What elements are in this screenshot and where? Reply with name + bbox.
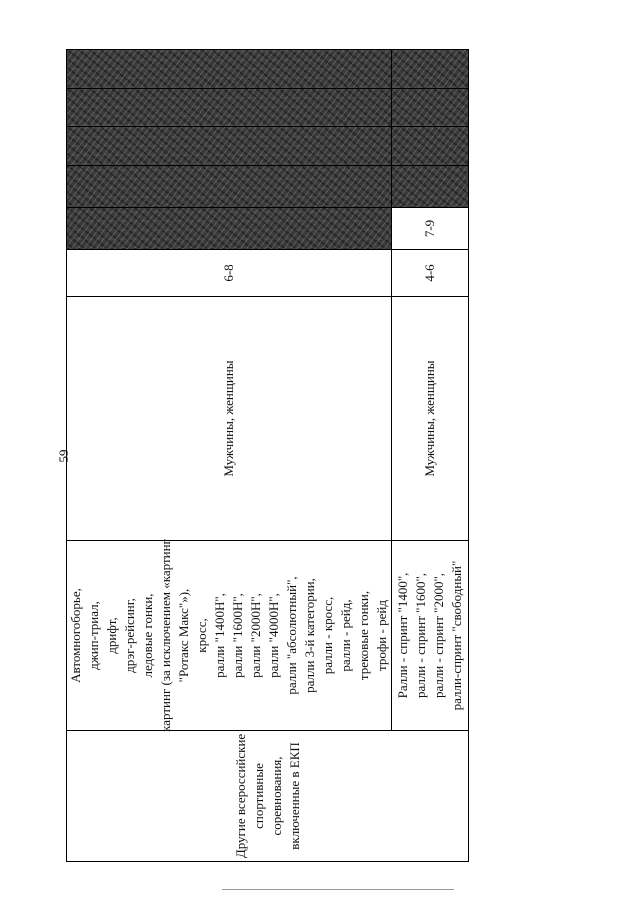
discipline-item: ралли - рейд, — [338, 599, 353, 672]
discipline-item: ралли - кросс, — [320, 596, 335, 675]
table-row — [67, 50, 392, 862]
discipline-item: ралли "абсолютный", — [284, 576, 299, 695]
redacted-cell — [67, 166, 392, 208]
discipline-item: картинг (за исключением «картинг — [158, 539, 173, 732]
discipline-item: Ралли - спринт "1400", — [395, 572, 410, 699]
discipline-item: ледовые гонки, — [140, 593, 155, 678]
discipline-item: трековые гонки, — [356, 590, 371, 681]
discipline-item: Автомногоборье, — [68, 588, 83, 683]
discipline-item: ралли 3-й категории, — [302, 578, 317, 693]
discipline-item: ралли "2000Н", — [248, 593, 263, 678]
discipline-item: ралли - спринт "2000", — [431, 572, 446, 699]
page-number: 59 — [56, 449, 71, 463]
discipline-item: ралли-спринт "свободный" — [449, 560, 464, 711]
sport-group-cell — [67, 731, 469, 862]
places-cell: 7-9 — [392, 208, 469, 250]
sport-group-line: Другие всероссийские — [232, 733, 248, 859]
gender-cell: Мужчины, женщины — [67, 297, 392, 541]
redacted-cell — [67, 127, 392, 166]
redacted-cell — [67, 208, 392, 250]
discipline-item: кросс, — [194, 618, 209, 653]
disciplines-cell — [67, 541, 392, 731]
discipline-item: ралли - спринт "1600", — [413, 572, 428, 699]
redacted-cell — [392, 166, 469, 208]
redacted-cell — [67, 89, 392, 127]
redacted-cell — [392, 89, 469, 127]
discipline-item: дрифт, — [104, 617, 119, 654]
sport-group-line: соревнования, — [268, 756, 284, 836]
redacted-cell — [67, 50, 392, 89]
sport-group-line: спортивные — [250, 763, 266, 829]
places-cell: 4-6 — [392, 250, 469, 297]
discipline-item: "Ротакс Макс"»), — [176, 588, 191, 683]
disciplines-cell — [392, 541, 469, 731]
discipline-item: джип-триал, — [86, 601, 101, 670]
discipline-item: ралли "1400Н", — [212, 593, 227, 678]
bottom-divider — [222, 889, 454, 890]
discipline-item: трофи - рейд — [374, 600, 389, 671]
gender-cell: Мужчины, женщины — [392, 297, 469, 541]
results-table — [66, 50, 464, 862]
sport-group-line: включенные в ЕКП — [286, 742, 302, 850]
discipline-item: ралли "4000Н", — [266, 593, 281, 678]
redacted-cell — [392, 127, 469, 166]
places-cell: 6-8 — [67, 250, 392, 297]
redacted-cell — [392, 50, 469, 89]
discipline-item: ралли "1600Н", — [230, 593, 245, 678]
discipline-item: дрэг-рейсинг, — [122, 598, 137, 673]
